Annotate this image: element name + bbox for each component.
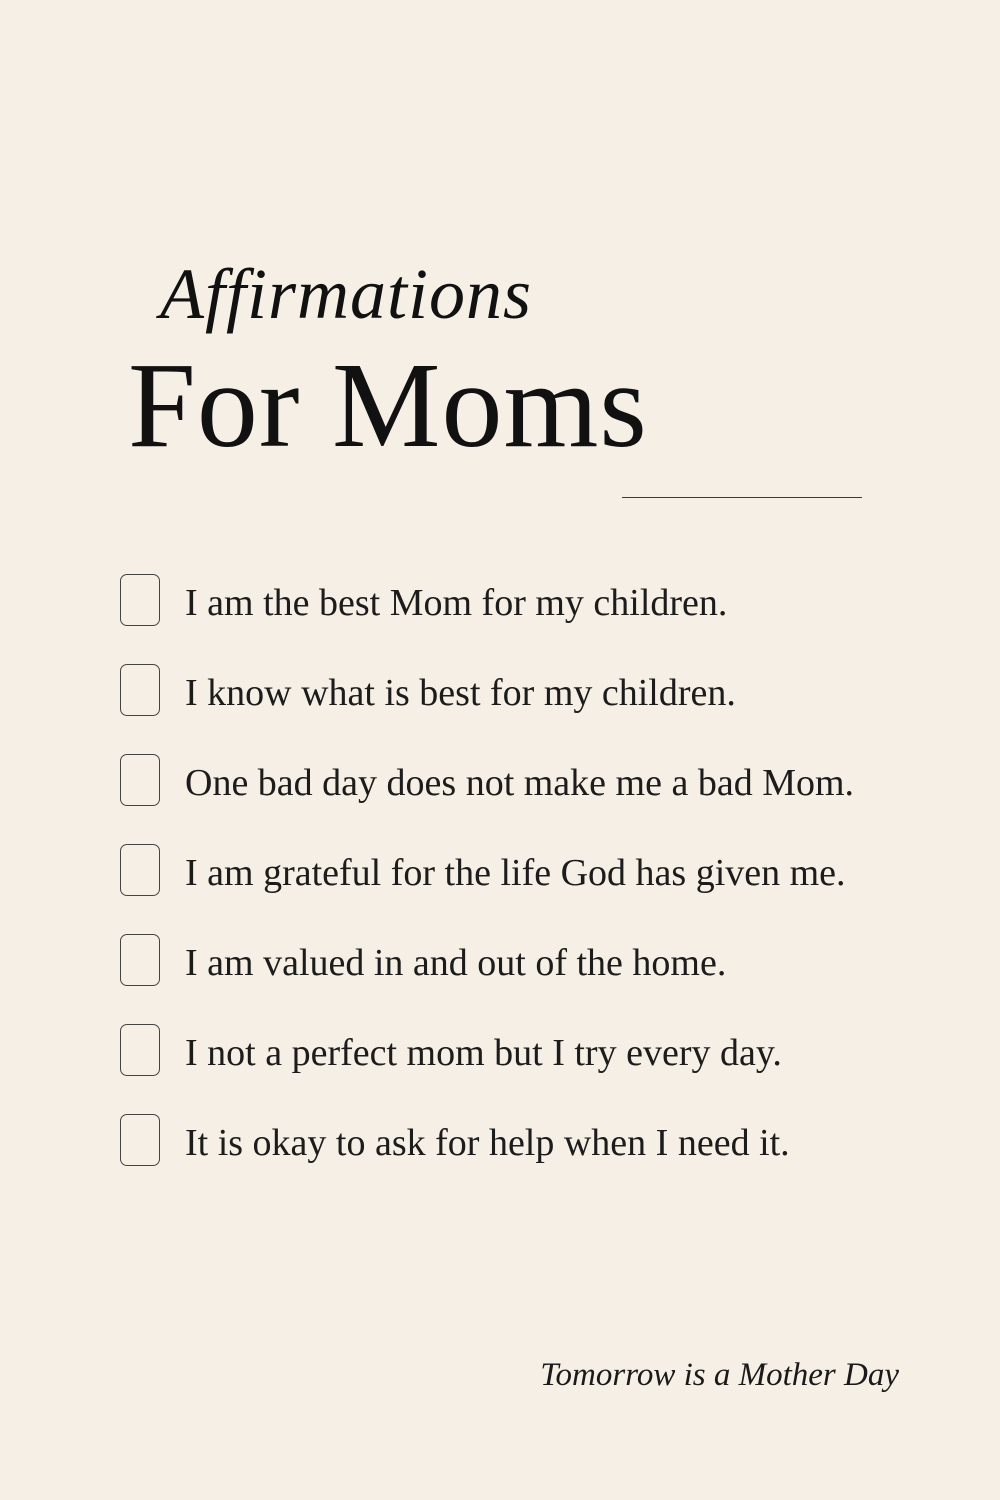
checkbox[interactable] [120,934,160,986]
checklist-item [120,934,920,1024]
checkbox[interactable] [120,664,160,716]
checklist-item [120,1114,920,1204]
checklist-item-label: It is okay to ask for help when I need it. [185,1122,790,1164]
checklist-item [120,754,920,844]
checklist-item-label: I know what is best for my children. [185,672,736,714]
checkbox[interactable] [120,754,160,806]
checklist-item-label: I am the best Mom for my children. [185,582,728,624]
checklist-item [120,1024,920,1114]
checklist-item-label: I am valued in and out of the home. [185,942,727,984]
title-for-moms: For Moms [128,338,648,473]
title-affirmations: Affirmations [160,254,533,334]
footer-signature: Tomorrow is a Mother Day [540,1357,899,1393]
checklist-item [120,574,920,664]
title-divider [622,497,862,498]
checklist-item-label: I not a perfect mom but I try every day. [185,1032,782,1074]
checkbox[interactable] [120,574,160,626]
checklist-item [120,844,920,934]
checkbox[interactable] [120,844,160,896]
checklist-item-label: One bad day does not make me a bad Mom. [185,762,855,804]
checkbox[interactable] [120,1024,160,1076]
checklist-item-label: I am grateful for the life God has given me. [185,852,846,894]
checkbox[interactable] [120,1114,160,1166]
affirmation-checklist [120,574,920,1204]
checklist-item [120,664,920,754]
